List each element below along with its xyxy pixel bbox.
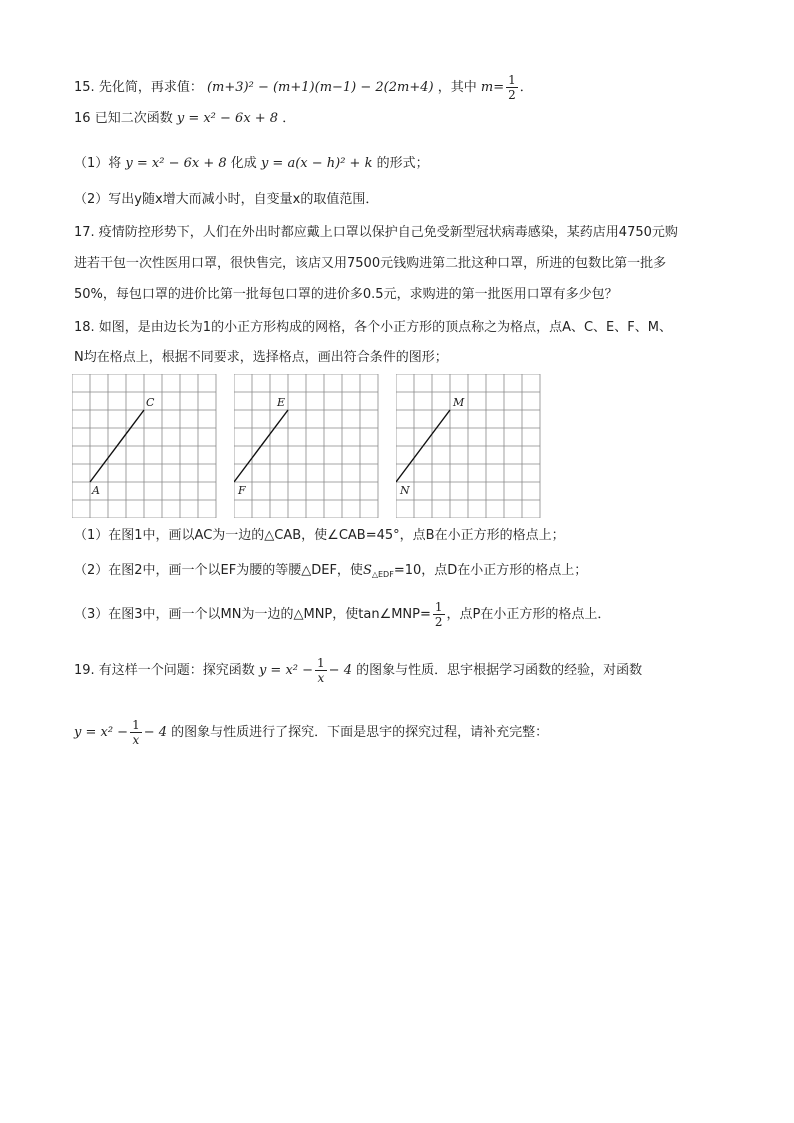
q18-part1: （1）在图1中，画以AC为一边的△CAB，使∠CAB=45°，点B在小正方形的格点上；: [74, 528, 565, 543]
q16-function: y = x² − 6x + 8: [176, 111, 279, 126]
point-e-label: E: [277, 396, 286, 409]
q17-line-3: 50%，每包口罩的进价比第一批每包口罩的进价多0.5元，求购进的第一批医用口罩有多少包？: [74, 287, 618, 302]
q16-text: 已知二次函数: [94, 111, 173, 126]
figure-1-grid: [72, 374, 218, 522]
q15-text: 先化简，再求值：: [98, 80, 203, 95]
q16-vertex-form: y = a(x − h)² + k: [260, 156, 373, 171]
q17-line-1: 17. 疫情防控形势下，人们在外出时都应戴上口罩以保护自己免受新型冠状病毒感染，某药店用4750元购: [74, 225, 678, 240]
q16-part2: （2）写出y随x增大而减小时，自变量x的取值范围．: [74, 192, 379, 207]
q18-line-1: 18. 如图，是由边长为1的小正方形构成的网格，各个小正方形的顶点称之为格点，点A、C、E、F、M、: [74, 320, 672, 335]
q18-line-2: N均在格点上，根据不同要求，选择格点，画出符合条件的图形；: [74, 350, 448, 365]
q16-part1-function: y = x² − 6x + 8: [125, 156, 227, 171]
q15-line: 15. 先化简，再求值： (m+3)² − (m+1)(m−1) − 2(2m+4) ，其中 m= $\frac{1}{2}$ ．: [74, 73, 533, 102]
q16-line: 16 已知二次函数 y = x² − 6x + 8 ．: [74, 111, 296, 126]
q18-part2: （2）在图2中，画一个以EF为腰的等腰△DEF，使$S_{\triangle EDF}=10$，点D在小正方形的格点上；: [74, 563, 588, 579]
q15-text-2: ，其中: [437, 80, 477, 95]
area-symbol: S: [362, 563, 372, 578]
point-f-label: F: [238, 484, 246, 497]
figure-3-grid: [396, 374, 542, 522]
point-n-label: N: [400, 484, 410, 497]
point-a-label: A: [92, 484, 100, 497]
figure-2-grid: [234, 374, 380, 522]
q15-condition: m=: [480, 80, 505, 95]
q16-part1: （1）将 y = x² − 6x + 8 化成 y = a(x − h)² + k 的形式；: [74, 156, 429, 171]
q16-number: 16: [74, 111, 91, 126]
q19-line-2: y = x² − $\frac{1}{x}$ − 4 的图象与性质进行了探究．下面是思宇的探究过程，请补充完整：: [74, 718, 549, 747]
q18-part3: （3）在图3中，画一个以MN为一边的△MNP，使tan∠MNP= $\frac{1}{2}$ ，点P在小正方形的格点上．: [74, 600, 611, 629]
q15-number: 15.: [74, 80, 95, 95]
q19-line-1: 19. 有这样一个问题：探究函数 y = x² − $\frac{1}{x}$ − 4 的图象与性质．思宇根据学习函数的经验，对函数: [74, 656, 643, 685]
q15-expression: (m+3)² − (m+1)(m−1) − 2(2m+4): [206, 80, 434, 95]
q18-tan-fraction: $\frac{1}{2}$: [434, 600, 443, 629]
point-m-label: M: [453, 396, 465, 409]
q19-fraction-1: $\frac{1}{x}$: [317, 656, 325, 685]
q15-fraction: $\frac{1}{2}$: [508, 73, 516, 102]
point-c-label: C: [146, 396, 155, 409]
q19-fraction-2: $\frac{1}{x}$: [132, 718, 140, 747]
q17-line-2: 进若干包一次性医用口罩，很快售完，该店又用7500元钱购进第二批这种口罩，所进的包数比第一批多: [74, 256, 667, 271]
